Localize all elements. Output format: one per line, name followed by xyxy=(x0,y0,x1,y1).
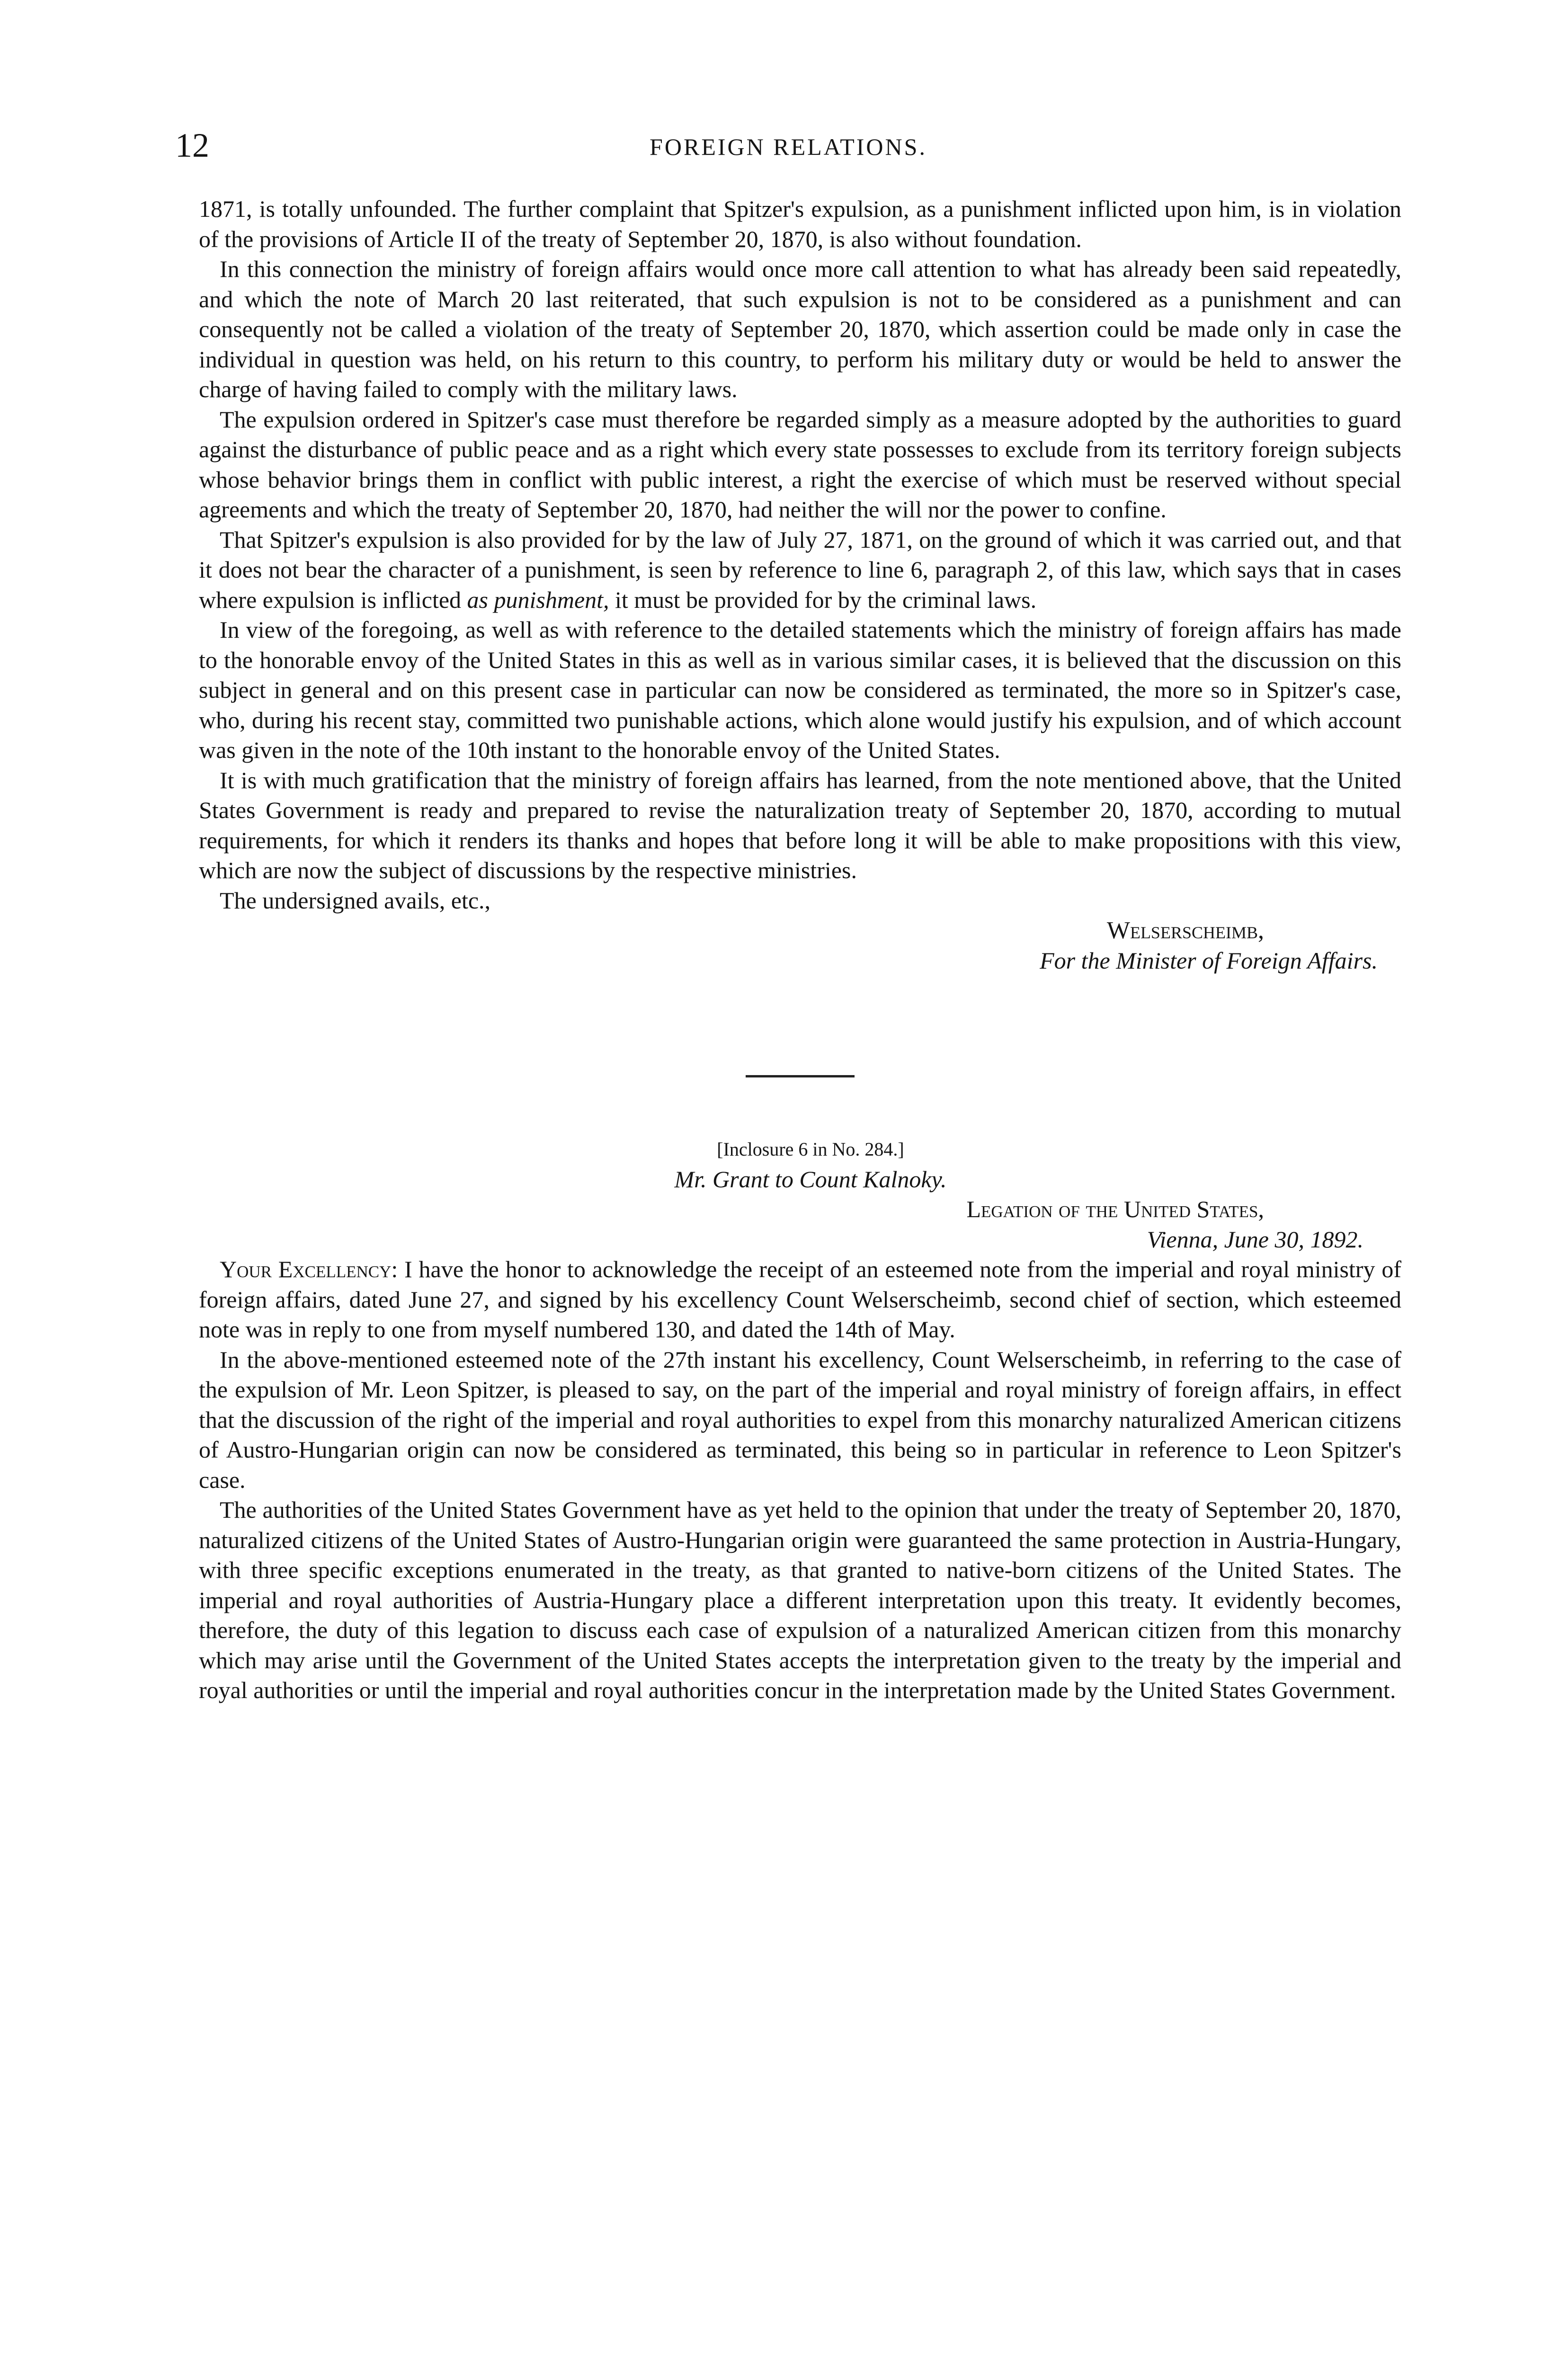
law-emphasis: as punishment, xyxy=(467,586,609,613)
signer-name: Welserscheimb, xyxy=(1106,917,1264,944)
page-header xyxy=(175,124,1401,167)
letter-opening-text: I have the honor to acknowledge the receipt of an esteemed note from the imperial and royal ministry of foreign affairs, dated June 27, and signed by his excellency Count Welserscheimb, second chief of section, which esteemed note was in reply to one from myself numbered 130, and dated the 14th of May. xyxy=(199,1256,1401,1343)
paragraph: The expulsion ordered in Spitzer's case must therefore be regarded simply as a measure adopted by the authorities to guard against the disturbance of public peace and as a right which every state possesses to exclude from its territory foreign subjects whose behavior brings them in conflict with public interest, a right the exercise of which must be reserved without special agreements and which the treaty of September 20, 1870, had neither the will nor the power to confine. xyxy=(199,406,1401,523)
letter-heading: Mr. Grant to Count Kalnoky. xyxy=(674,1166,947,1192)
inclosure-note: [Inclosure 6 in No. 284.] xyxy=(717,1139,904,1160)
salutation: Your Excellency: xyxy=(220,1256,398,1282)
paragraph: In the above-mentioned esteemed note of the 27th instant his excellency, Count Welserscheimb, in referring to the case of the expulsion of Mr. Leon Spitzer, is pleased to say, on the part of the imperial and royal ministry of foreign affairs, in effect that the discussion of the right of the imperial and royal authorities to expel from this monarchy naturalized American citizens of Austro-Hungarian origin can now be considered as terminated, this being so in particular in reference to Leon Spitzer's case. xyxy=(199,1346,1401,1493)
paragraph-law xyxy=(199,525,1401,615)
closing-line: The undersigned avails, etc., xyxy=(220,887,491,914)
section-divider xyxy=(746,1075,855,1077)
law-text-after: it must be provided for by the criminal laws. xyxy=(609,586,1037,613)
paragraph: The authorities of the United States Government have as yet held to the opinion that under the treaty of September 20, 1870, naturalized citizens of the United States of Austro-Hungarian origin were guaranteed the same protection in Austria-Hungary, with three specific exceptions enumerated in the treaty, as that granted to native-born citizens of the United States. The imperial and royal authorities of Austria-Hungary place a different interpretation upon this treaty. It evidently becomes, therefore, the duty of this legation to discuss each case of expulsion of a naturalized American citizen from this monarchy which may arise until the Government of the United States accepts the interpretation given to the treaty by the imperial and royal authorities or until the imperial and royal authorities concur in the interpretation made by the United States Government. xyxy=(199,1496,1401,1703)
paragraph: In view of the foregoing, as well as with reference to the detailed statements which the ministry of foreign affairs has made to the honorable envoy of the United States in this as well as in various similar cases, it is believed that the discussion on this subject in general and on this present case in particular can now be considered as terminated, the more so in Spitzer's case, who, during his recent stay, committed two punishable actions, which alone would justify his expulsion, and of which account was given in the note of the 10th instant to the honorable envoy of the United States. xyxy=(199,616,1401,763)
letter-place: Legation of the United States, xyxy=(966,1196,1264,1222)
signer-title: For the Minister of Foreign Affairs. xyxy=(1040,947,1378,974)
paragraph: It is with much gratification that the ministry of foreign affairs has learned, from the note mentioned above, that the United States Government is ready and prepared to revise the naturalization treaty of September 20, 1870, according to mutual requirements, for which it renders its thanks and hopes that before long it will be able to make propositions with this view, which are now the subject of discussions by the respective ministries. xyxy=(199,766,1401,883)
paragraph-continuation: 1871, is totally unfounded. The further complaint that Spitzer's expulsion, as a punishment inflicted upon him, is in violation of the provisions of Article II of the treaty of September 20, 1870, is also without foundation. xyxy=(199,196,1401,252)
page-body xyxy=(199,194,1401,1706)
letter-date: Vienna, June 30, 1892. xyxy=(1147,1226,1363,1253)
paragraph: In this connection the ministry of foreign affairs would once more call attention to what has already been said repeatedly, and which the note of March 20 last reiterated, that such expulsion is not to be considered as a punishment and can consequently not be called a violation of the treaty of September 20, 1870, which assertion could be made only in case the individual in question was held, on his return to this country, to perform his military duty or would be held to answer the charge of having failed to comply with the military laws. xyxy=(199,256,1401,402)
letter-opening-paragraph xyxy=(199,1255,1401,1345)
page-number: 12 xyxy=(175,126,209,164)
running-title: FOREIGN RELATIONS. xyxy=(650,133,927,160)
law-text-before: That Spitzer's expulsion is also provided for by the law of July 27, 1871, on the ground of which it was carried out, and that it does not bear the character of a punishment, is seen by reference to line 6, paragraph 2, of this law, which says that in cases where expulsion is inflicted xyxy=(199,526,1401,613)
